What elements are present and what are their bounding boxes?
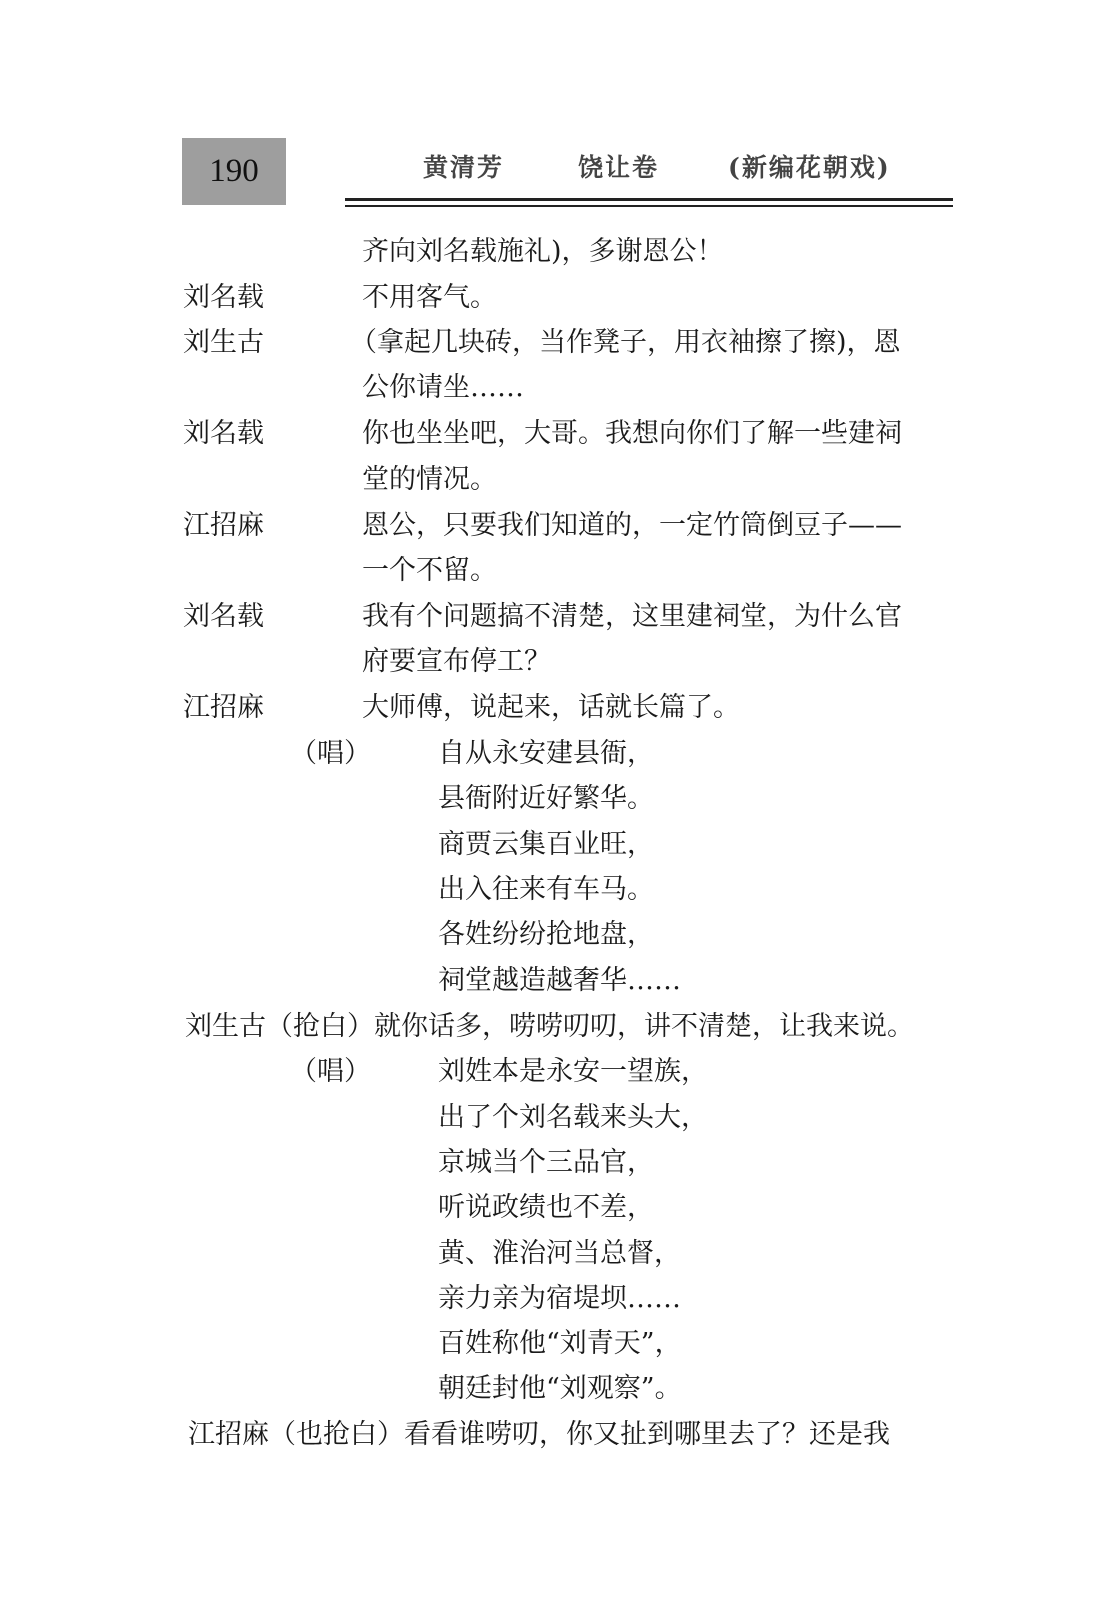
speaker-name: 江招麻 (183, 692, 264, 723)
verse-line: 出入往来有车马。 (438, 874, 654, 905)
sing-label: （唱） (290, 738, 371, 769)
speaker-name: 江招麻 (183, 510, 264, 541)
verse-line: 祠堂越造越奢华…… (438, 965, 681, 996)
verse-line: 朝廷封他“刘观察”。 (438, 1373, 682, 1404)
dialogue-text: 齐向刘名载施礼)，多谢恩公！ (362, 236, 724, 267)
verse-line: 出了个刘名载来头大， (438, 1102, 708, 1133)
speaker-name: 刘生古 (183, 327, 264, 358)
verse-line: 商贾云集百业旺， (438, 829, 654, 860)
dialogue-text: 一个不留。 (362, 555, 497, 586)
dialogue-text: 大师傅，说起来，话就长篇了。 (362, 692, 740, 723)
page-number: 190 (209, 153, 259, 189)
verse-line: 黄、淮治河当总督， (438, 1238, 681, 1269)
header-genre: (新编花朝戏) (728, 153, 891, 182)
header-rule-bottom (345, 205, 953, 207)
verse-line: 百姓称他“刘青天”， (438, 1328, 682, 1359)
speaker-name: 刘名载 (183, 282, 264, 313)
verse-line: 各姓纷纷抢地盘， (438, 919, 654, 950)
dialogue-text: 府要宣布停工？ (362, 646, 551, 677)
header-rule-top (345, 198, 953, 201)
dialogue-text: 恩公，只要我们知道的，一定竹筒倒豆子—— (362, 510, 902, 541)
verse-line: 听说政绩也不差， (438, 1192, 654, 1223)
speaker-name: 刘名载 (183, 418, 264, 449)
running-header (0, 148, 1109, 188)
verse-line: 亲力亲为宿堤坝…… (438, 1283, 681, 1314)
verse-line: 刘姓本是永安一望族， (438, 1056, 708, 1087)
verse-line: 京城当个三品官， (438, 1147, 654, 1178)
verse-line: 自从永安建县衙， (438, 738, 654, 769)
header-author: 黄清芳 (423, 153, 505, 182)
sing-label: （唱） (290, 1056, 371, 1087)
interjection-line: 江招麻（也抢白）看看谁唠叨，你又扯到哪里去了？还是我 (188, 1419, 890, 1450)
verse-line: 县衙附近好繁华。 (438, 783, 654, 814)
interjection-line: 刘生古（抢白）就你话多，唠唠叨叨，讲不清楚，让我来说。 (185, 1011, 914, 1042)
header-volume: 饶让卷 (578, 153, 660, 182)
dialogue-text: （拿起几块砖，当作凳子，用衣袖擦了擦)，恩 (350, 327, 901, 358)
dialogue-text: 你也坐坐吧，大哥。我想向你们了解一些建祠 (362, 418, 902, 449)
dialogue-text: 堂的情况。 (362, 464, 497, 495)
speaker-name: 刘名载 (183, 601, 264, 632)
dialogue-text: 不用客气。 (362, 282, 497, 313)
dialogue-text: 我有个问题搞不清楚，这里建祠堂，为什么官 (362, 601, 902, 632)
dialogue-text: 公你请坐…… (362, 372, 524, 403)
